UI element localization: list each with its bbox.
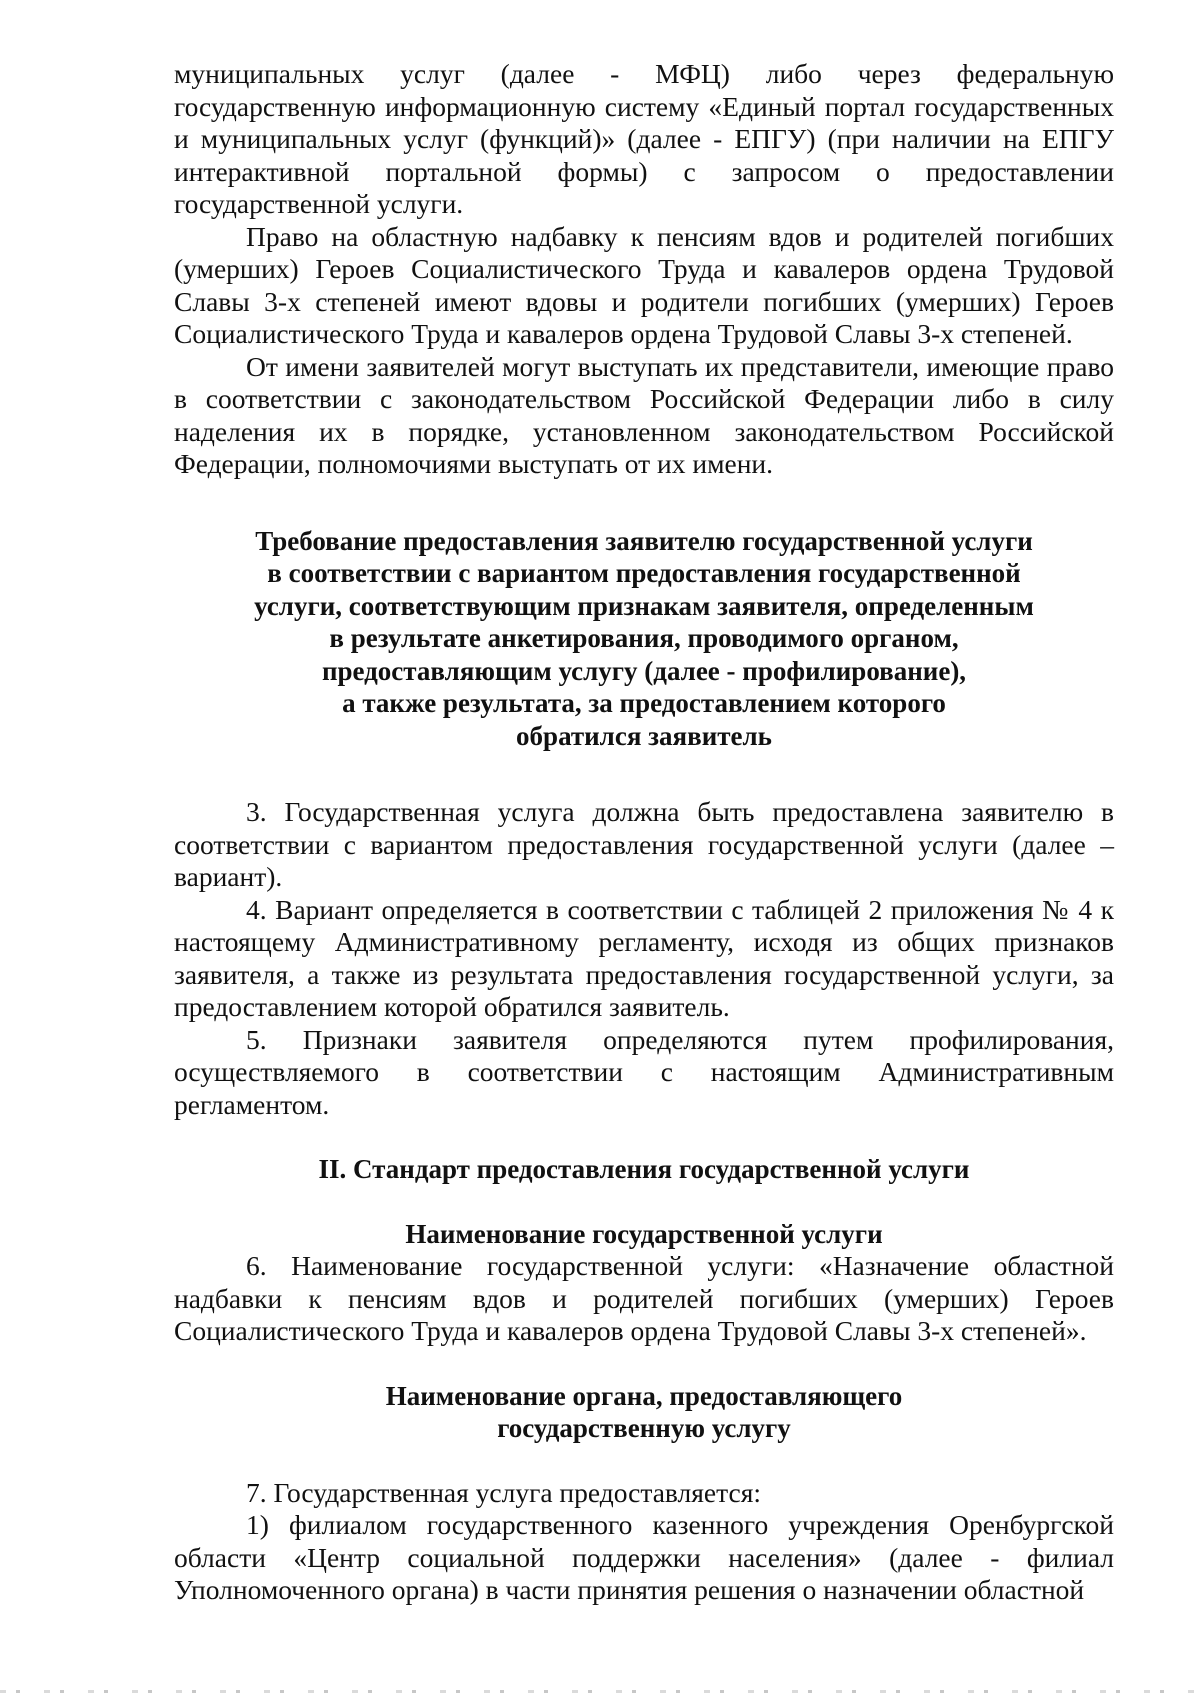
heading-requirement-line: обратился заявитель [516,720,772,751]
paragraph-item-4: 4. Вариант определяется в соответствии с таблицей 2 приложения № 4 к настоящему Административному регламенту, исходя из общих признаков заявителя, а также из результата предоставления государственной услуги, за предоставлением которой обратился заявитель. [174,893,1114,1022]
heading-requirement-line: Требование предоставления заявителю государственной услуги [255,525,1033,556]
scan-edge-artifact [0,1690,1200,1693]
heading-requirement-line: в результате анкетирования, проводимого органом, [329,623,959,653]
paragraph-representatives: От имени заявителей могут выступать их представители, имеющие право в соответствии с законодательством Российской Федерации либо в силу наделения их в порядке, установленном законодательством Российской Федерации, полномочиями выступать от их имени. [174,350,1114,479]
heading-requirement-line: а также результата, за предоставлением которого [342,688,946,718]
document-body [174,58,1114,1607]
paragraph-mfc-continuation: муниципальных услуг (далее - МФЦ) либо через федеральную государственную информационную систему «Единый портал государственных и муниципальных услуг (функций)» (далее - ЕПГУ) (при наличии на ЕПГУ интерактивной портальной формы) с запросом о предоставлении государственной услуги. [174,58,1114,219]
heading-requirement-line: в соответствии с вариантом предоставления государственной [267,558,1021,588]
heading-requirement-line: услуги, соответствующим признакам заявителя, определенным [254,590,1034,621]
heading-organ-line: Наименование органа, предоставляющего [385,1380,903,1411]
heading-organ-line: государственную услугу [497,1413,791,1443]
paragraph-item-6: 6. Наименование государственной услуги: «Назначение областной надбавки к пенсиям вдов и родителей погибших (умерших) Героев Социалистического Труда и кавалеров ордена Трудовой Славы 3-х степеней». [174,1250,1114,1346]
heading-organ [174,1380,1114,1445]
heading-requirement-line: предоставляющим услугу (далее - профилирование), [321,655,967,686]
section-title: II. Стандарт предоставления государственной услуги [318,1154,970,1184]
paragraph-item-5: 5. Признаки заявителя определяются путем профилирования, осуществляемого в соответствии с настоящим Административным регламентом. [174,1023,1114,1120]
paragraph-item-7: 7. Государственная услуга предоставляется: [246,1476,761,1508]
heading-requirement [174,525,1114,753]
heading-service-name: Наименование государственной услуги [405,1218,883,1249]
paragraph-right-to-allowance: Право на областную надбавку к пенсиям вдов и родителей погибших (умерших) Героев Социалистического Труда и кавалеров ордена Трудовой Славы 3-х степеней имеют вдовы и родители погибших (умерших) Героев Социалистического Труда и кавалеров ордена Трудовой Славы 3-х степеней. [174,220,1114,349]
paragraph-item-7-1: 1) филиалом государственного казенного учреждения Оренбургской области «Центр социальной поддержки населения» (далее - филиал Уполномоченного органа) в части принятия решения о назначении областной [174,1509,1114,1605]
paragraph-item-3: 3. Государственная услуга должна быть предоставлена заявителю в соответствии с вариантом предоставления государственной услуги (далее – вариант). [174,796,1114,892]
